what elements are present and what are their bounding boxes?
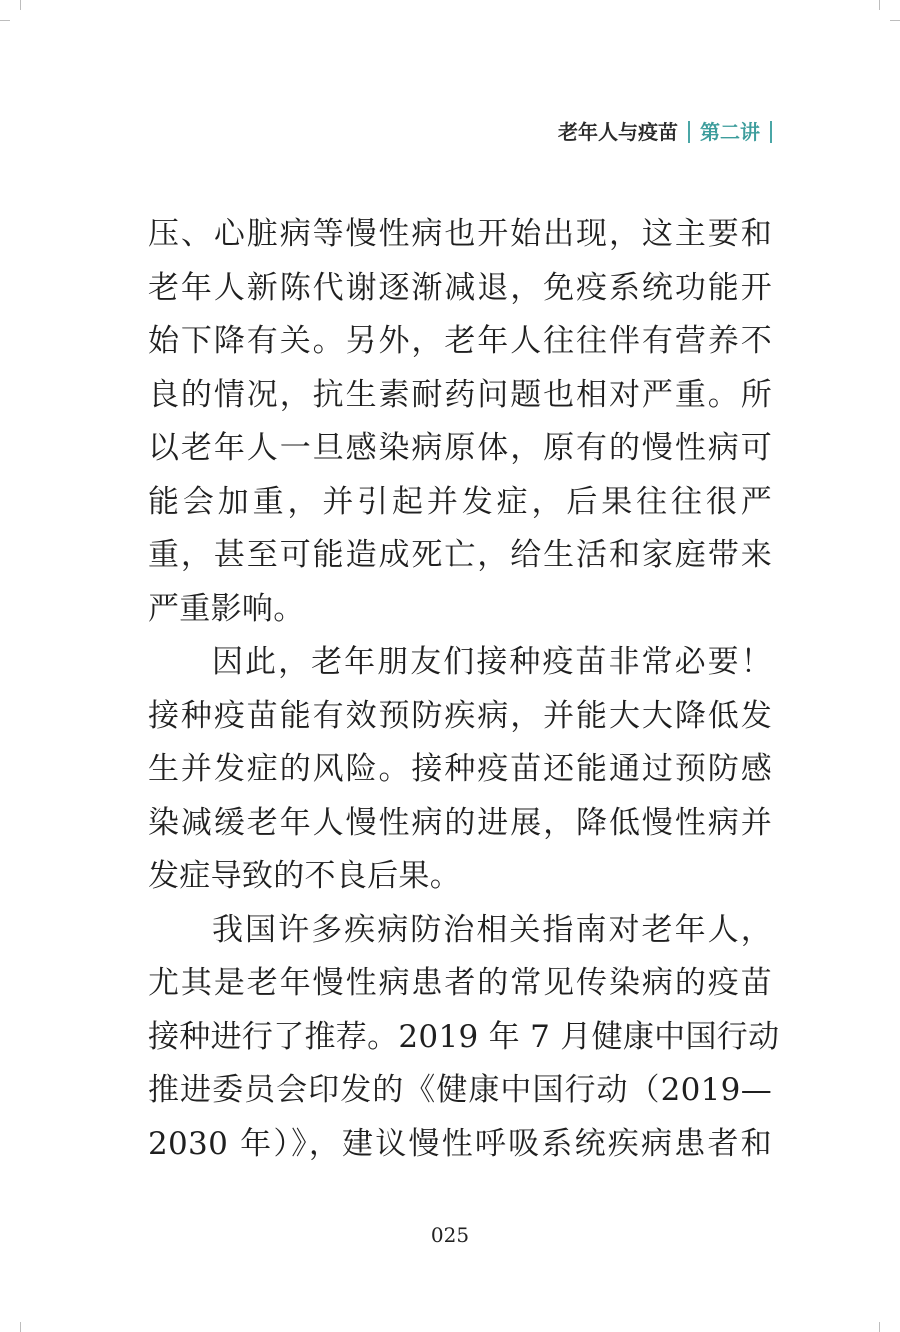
text-line: 生并发症的风险。接种疫苗还能通过预防感 [148, 751, 772, 787]
crop-mark-top-right-horizontal [890, 20, 900, 21]
page-number: 025 [430, 1223, 470, 1247]
text-line: 接种疫苗能有效预防疾病，并能大大降低发 [148, 697, 772, 734]
text-line: 能会加重，并引起并发症，后果往往很严 [148, 483, 772, 520]
text-line: 老年人新陈代谢逐渐减退，免疫系统功能开 [148, 269, 772, 306]
text-line: 始下降有关。另外，老年人往往伴有营养不 [148, 323, 772, 359]
text-line: 因此，老年朋友们接种疫苗非常必要！ [212, 644, 772, 680]
header-separator [688, 121, 690, 143]
text-line: 严重影响。 [148, 590, 305, 627]
chapter-label: 第二讲 [700, 120, 760, 144]
text-line: 推进委员会印发的《健康中国行动（2019— [148, 1072, 772, 1108]
text-line: 以老年人一旦感染病原体，原有的慢性病可 [148, 430, 772, 466]
crop-mark-top-right-vertical [879, 0, 880, 10]
text-line: 压、心脏病等慢性病也开始出现，这主要和 [148, 216, 772, 252]
crop-mark-bottom-right-vertical [879, 1322, 880, 1332]
text-line: 我国许多疾病防治相关指南对老年人， [212, 911, 772, 948]
text-line: 2030 年）》，建议慢性呼吸系统疾病患者和 [148, 1125, 772, 1162]
body-text [148, 208, 780, 1171]
book-title: 老年人与疫苗 [558, 120, 678, 144]
text-line: 发症导致的不良后果。 [148, 858, 461, 894]
crop-mark-top-left-horizontal [0, 20, 10, 21]
text-line: 染减缓老年人慢性病的进展，降低慢性病并 [148, 804, 772, 841]
text-line: 重，甚至可能造成死亡，给生活和家庭带来 [148, 537, 772, 573]
header-separator-end [770, 121, 772, 143]
crop-mark-top-left-vertical [20, 0, 21, 10]
text-line: 接种进行了推荐。2019 年 7 月健康中国行动 [148, 1018, 780, 1055]
crop-mark-bottom-left-vertical [20, 1322, 21, 1332]
text-line: 尤其是老年慢性病患者的常见传染病的疫苗 [148, 965, 772, 1001]
running-header [558, 118, 782, 146]
text-line: 良的情况，抗生素耐药问题也相对严重。所 [148, 376, 772, 413]
